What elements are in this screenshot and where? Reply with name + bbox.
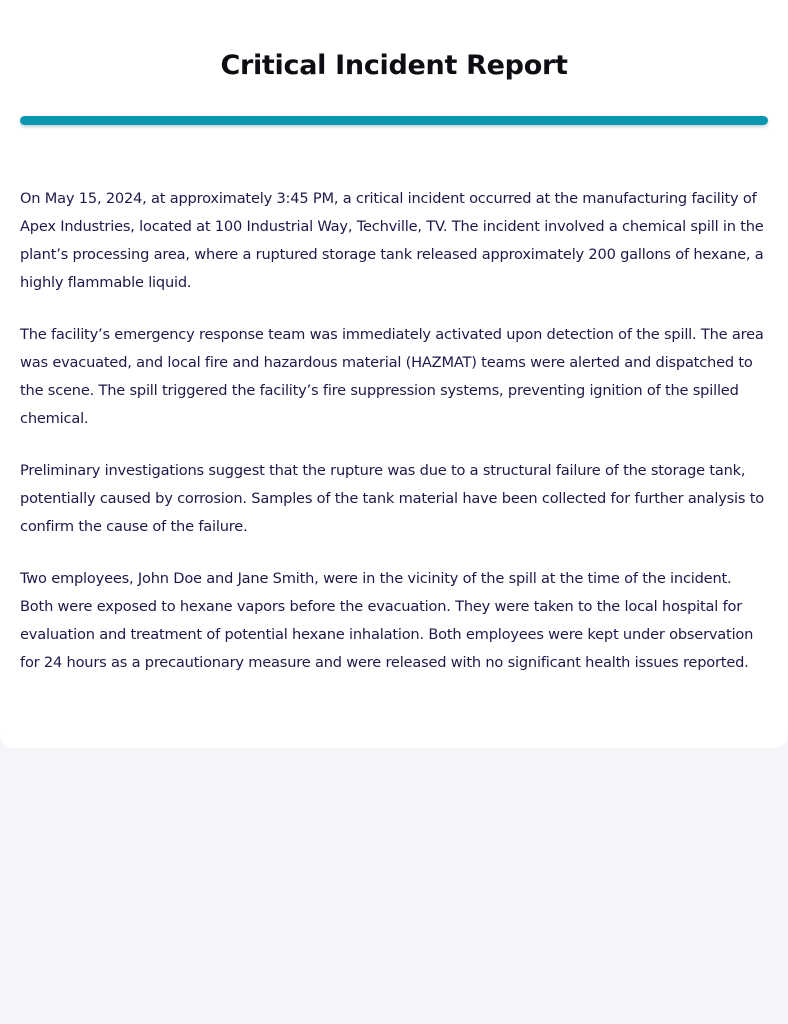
paragraph-emergency-response: The facility’s emergency response team was immediately activated upon detection of the spill. The area was evacuated, and local fire and hazardous material (HAZMAT) teams were alerted and dispatched to the scene. The spill triggered the facility’s fire suppression systems, preventing ignition of the spilled chemical. <box>20 326 764 427</box>
title-divider <box>20 116 768 125</box>
report-title: Critical Incident Report <box>220 50 568 81</box>
paragraph-investigation: Preliminary investigations suggest that the rupture was due to a structural failure of the storage tank, potentially caused by corrosion. Samples of the tank material have been collected for further analysis to confirm the cause of the failure. <box>20 462 764 535</box>
paragraph-employee-exposure: Two employees, John Doe and Jane Smith, were in the vicinity of the spill at the time of the incident. Both were exposed to hexane vapors before the evacuation. They were taken to the local hospital for evaluation and treatment of potential hexane inhalation. Both employees were kept under observation for 24 hours as a precautionary measure and were released with no significant health issues reported. <box>20 570 754 671</box>
paragraph-incident-summary: On May 15, 2024, at approximately 3:45 PM, a critical incident occurred at the manufacturing facility of Apex Industries, located at 100 Industrial Way, Techville, TV. The incident involved a chemical spill in the plant’s processing area, where a ruptured storage tank released approximately 200 gallons of hexane, a highly flammable liquid. <box>20 190 764 291</box>
report-body <box>20 185 768 701</box>
